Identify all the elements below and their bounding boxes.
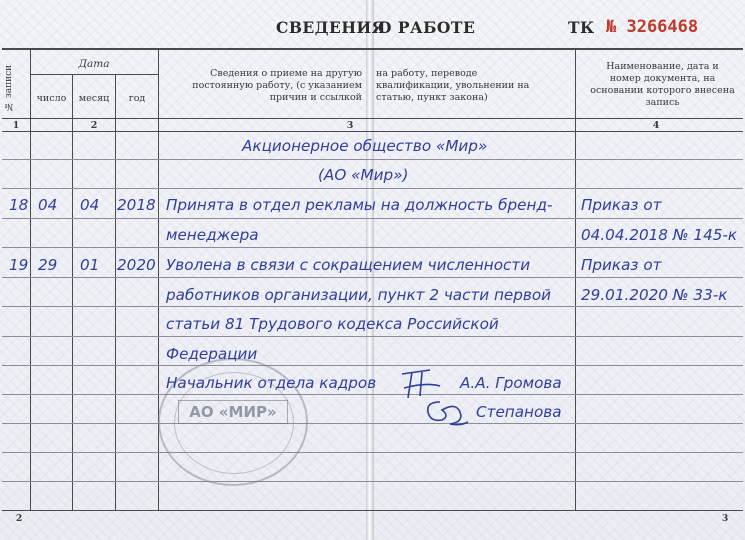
col-num-2: 2 (90, 120, 98, 131)
col-divider-2 (72, 74, 73, 510)
info-header-right: на работу, переводе квалификации, увольнении на статью, пункт закона) (376, 68, 530, 103)
rec2-text-line3: статьи 81 Трудового кодекса Российской (166, 315, 499, 333)
rec1-doc-line1: Приказ от (581, 196, 662, 214)
document-header: Наименование, дата и номер документа, на основании которого внесена запись (590, 61, 735, 108)
signatory-name: А.А. Громова (460, 374, 562, 392)
rec2-text-line4: Федерации (166, 345, 258, 363)
row-line (2, 159, 743, 160)
col-num-3: 3 (346, 120, 354, 131)
rec1-month: 04 (80, 196, 100, 214)
row-line (2, 423, 743, 424)
header-bottom-border (2, 118, 743, 119)
row-line (2, 218, 743, 219)
year-header: год (128, 93, 146, 104)
serial-number: № 3266468 (606, 17, 699, 37)
month-header: месяц (78, 93, 110, 104)
left-page-number: 2 (16, 514, 23, 524)
employee-signature (420, 396, 472, 430)
day-header: число (36, 93, 67, 104)
col-divider-4 (158, 48, 159, 510)
row-line (2, 365, 743, 366)
signatory-title: Начальник отдела кадров (166, 374, 377, 392)
rec2-doc-line2: 29.01.2020 № 33-к (581, 286, 728, 304)
info-header-left: Сведения о приеме на другую постоянную работу, (с указанием причин и ссылкой (192, 68, 362, 103)
employee-name: Степанова (476, 403, 562, 421)
table-bottom-border (2, 510, 743, 511)
header-series: ТК (568, 18, 595, 37)
rec2-text-line2: работников организации, пункт 2 части первой (166, 286, 552, 304)
rec1-doc-line2: 04.04.2018 № 145-к (581, 226, 738, 244)
row-line (2, 306, 743, 307)
rec1-day: 04 (38, 196, 58, 214)
rec1-year: 2018 (117, 196, 156, 214)
company-name-line2: (АО «Мир») (318, 166, 409, 184)
header-right-title: О РАБОТЕ (378, 18, 476, 37)
rec1-text-line2: менеджера (166, 226, 259, 244)
header-left-title: СВЕДЕНИЯ (276, 18, 386, 37)
row-line (2, 394, 743, 395)
rec2-doc-line1: Приказ от (581, 256, 662, 274)
row-line (2, 452, 743, 453)
row-line (2, 277, 743, 278)
col-divider-3 (115, 74, 116, 510)
rec2-text-line1: Уволена в связи с сокращением численности (166, 256, 531, 274)
rec2-number: 19 (9, 256, 29, 274)
row-line (2, 247, 743, 248)
row-line (2, 188, 743, 189)
col-divider-5 (575, 48, 576, 510)
col-num-1: 1 (12, 120, 20, 131)
row-line (2, 481, 743, 482)
col-divider-1 (30, 48, 31, 510)
table-top-border (2, 48, 743, 50)
date-header: Дата (78, 58, 110, 70)
rec1-number: 18 (9, 196, 29, 214)
company-name-line1: Акционерное общество «Мир» (242, 137, 488, 155)
col-num-4: 4 (652, 120, 660, 131)
stamp-text: АО «МИР» (178, 400, 288, 424)
row-line (2, 336, 743, 337)
rec1-text-line1: Принята в отдел рекламы на должность бренд- (166, 196, 553, 214)
rec2-month: 01 (80, 256, 100, 274)
rec2-day: 29 (38, 256, 58, 274)
record-number-header: № записи (4, 64, 14, 112)
right-page-number: 3 (722, 514, 729, 524)
date-subheader-border (30, 74, 158, 75)
rec2-year: 2020 (117, 256, 156, 274)
